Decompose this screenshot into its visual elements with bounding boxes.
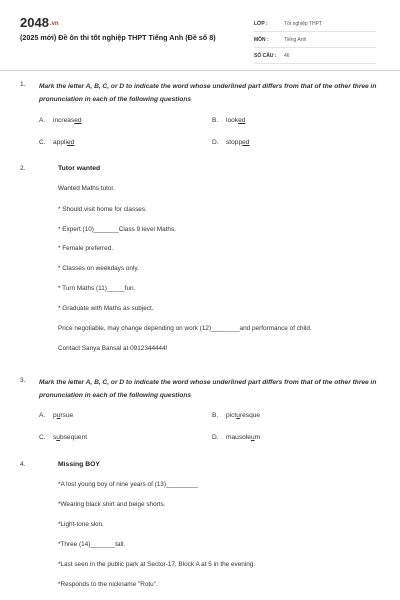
option-text-end: rsue — [60, 412, 74, 419]
logo-main: 2048 — [20, 15, 49, 30]
passage-2-line: *Light-tone skin. — [58, 521, 104, 528]
question-1-text: Mark the letter A, B, C, or D to indicate the word whose underlined part differs from that of the other three in pronunciation in each of the following questions — [39, 83, 377, 103]
option-letter: B. — [212, 117, 219, 124]
passage-1-line: * Classes on weekdays only. — [58, 265, 139, 272]
q3-option-a[interactable] — [39, 412, 73, 419]
option-text-end: resque — [239, 412, 261, 419]
q3-option-c[interactable] — [39, 434, 87, 441]
passage-1-line: Wanted Maths tutor. — [58, 185, 115, 192]
option-text: increas — [53, 117, 75, 124]
question-2-number: 2. — [20, 165, 26, 172]
option-text-end: bsequent — [59, 434, 88, 441]
exam-meta — [254, 16, 376, 64]
option-text: look — [226, 117, 239, 124]
option-underlined: ed — [238, 117, 246, 124]
option-text: p — [53, 412, 57, 419]
option-letter: C. — [39, 434, 46, 441]
option-underlined: u — [250, 434, 255, 441]
q1-option-b[interactable] — [212, 117, 245, 124]
question-3-number: 3. — [20, 377, 26, 384]
q3-option-d[interactable] — [212, 434, 260, 441]
option-text: pict — [226, 412, 237, 419]
q1-option-a[interactable] — [39, 117, 82, 124]
passage-2-line: *A lost young boy of nine years of (13)_________ — [58, 481, 198, 488]
passage-1-line: Contact Sanya Bansal at 0912344444! — [58, 345, 168, 352]
option-letter: B. — [212, 412, 219, 419]
meta-subject-label: MÔN : — [254, 36, 269, 43]
passage-1-line: * Graduate with Maths as subject. — [58, 305, 154, 312]
option-letter: A. — [39, 412, 46, 419]
option-underlined: u — [236, 412, 240, 419]
page-header — [0, 0, 400, 70]
meta-class-row — [254, 16, 376, 32]
meta-class-value: Tốt nghiệp THPT — [284, 20, 322, 27]
option-letter: D. — [212, 139, 219, 146]
passage-1-title: Tutor wanted — [58, 165, 101, 172]
passage-2-line: *Responds to the nickname "Rotu". — [58, 581, 158, 588]
meta-subject-row — [254, 32, 376, 48]
passage-1-line: * Should visit home for classes. — [58, 206, 147, 213]
q1-option-c[interactable] — [39, 139, 74, 146]
meta-count-label: SỐ CÂU : — [254, 52, 277, 59]
logo-suffix: .vn — [49, 20, 59, 27]
option-underlined: ed — [242, 139, 250, 146]
option-text: mausole — [226, 434, 251, 441]
option-underlined: u — [56, 434, 60, 441]
option-text: appli — [53, 139, 67, 146]
meta-count-value: 46 — [284, 52, 290, 59]
meta-count-row — [254, 48, 376, 64]
question-4-number: 4. — [20, 461, 26, 468]
passage-1-line: * Turn Maths (11)_____fun. — [58, 285, 136, 292]
meta-class-label: LỚP : — [254, 20, 268, 27]
option-text: s — [53, 434, 57, 441]
passage-2-title: Missing BOY — [58, 461, 100, 468]
option-underlined: ed — [74, 117, 82, 124]
q1-option-d[interactable] — [212, 139, 249, 146]
question-1-number: 1. — [20, 81, 26, 88]
meta-subject-value: Tiếng Anh — [284, 36, 307, 43]
passage-2-line: *Three (14)_______tall. — [58, 541, 126, 548]
option-letter: C. — [39, 139, 46, 146]
question-3-text: Mark the letter A, B, C, or D to indicate the word whose underlined part differs from that of the other three in pronunciation in each of the following questions — [39, 379, 377, 399]
document-title: (2025 mới) Đề ôn thi tốt nghiệp THPT Tiếng Anh (Đề số 8) — [20, 33, 216, 42]
passage-2-line: *Last seen in the public park at Sector-17, Block A at 5 in the evening. — [58, 561, 256, 568]
passage-1-line: * Female preferred. — [58, 245, 114, 252]
option-text-end: m — [254, 434, 261, 441]
option-letter: A. — [39, 117, 46, 124]
option-underlined: u — [56, 412, 61, 419]
passage-2-line: *Wearing black shirt and beige shorts. — [58, 501, 166, 508]
option-text: stopp — [226, 139, 243, 146]
header-divider — [0, 70, 400, 71]
passage-1-line: * Expert (10)_______Class 9 level Maths. — [58, 226, 176, 233]
q3-option-b[interactable] — [212, 412, 260, 419]
option-letter: D. — [212, 434, 219, 441]
site-logo[interactable] — [20, 15, 59, 30]
passage-1-line: Price negotiable, may change depending on work (12)________and performance of child. — [58, 325, 312, 332]
option-underlined: ed — [66, 139, 75, 146]
